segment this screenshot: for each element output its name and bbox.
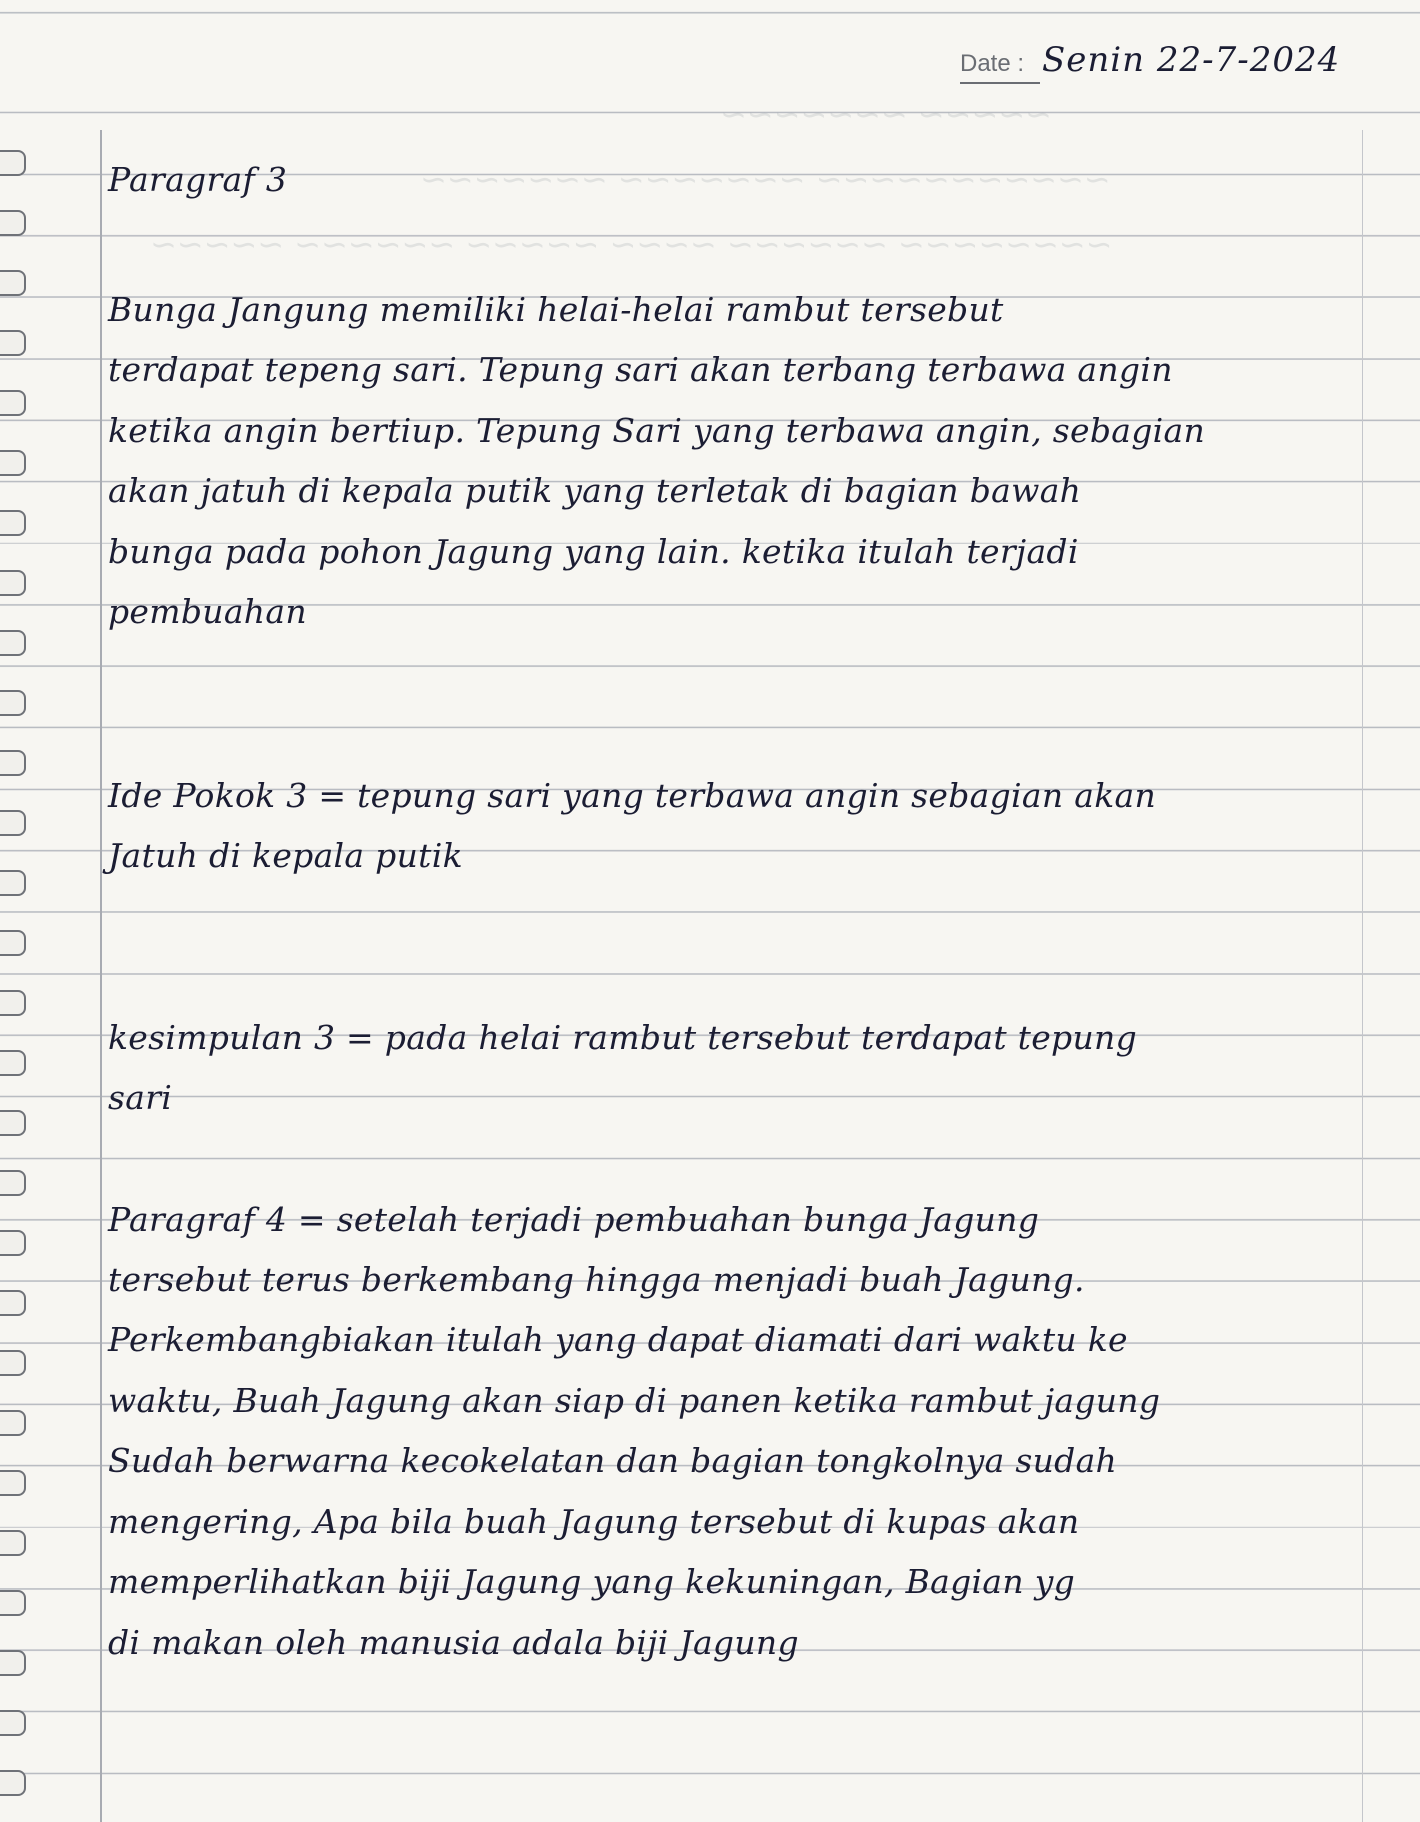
text-line: bunga pada pohon Jagung yang lain. ketika itulah terjadi [108, 532, 1079, 571]
text-line: ketika angin bertiup. Tepung Sari yang terbawa angin, sebagian [108, 411, 1206, 450]
binder-ring [0, 1470, 26, 1496]
paragraf-4-line: tersebut terus berkembang hingga menjadi buah Jagung. [108, 1260, 1085, 1299]
binder-ring [0, 210, 26, 236]
binder-ring [0, 1770, 26, 1796]
binder-ring [0, 1350, 26, 1376]
binder-ring [0, 930, 26, 956]
binder-ring [0, 990, 26, 1016]
date-underline [960, 82, 1040, 84]
binder-ring [0, 870, 26, 896]
paragraf-4-line: memperlihatkan biji Jagung yang kekuningan, Bagian yg [108, 1562, 1076, 1601]
binder-ring [0, 1110, 26, 1136]
binder-rings [0, 150, 30, 1810]
binder-ring [0, 1170, 26, 1196]
right-margin-line [1362, 130, 1363, 1822]
binder-ring [0, 450, 26, 476]
binder-ring [0, 690, 26, 716]
ide-pokok-line: Jatuh di kepala putik [108, 836, 463, 875]
binder-ring [0, 150, 26, 176]
paragraf-4-line: di makan oleh manusia adala biji Jagung [108, 1623, 799, 1662]
binder-ring [0, 630, 26, 656]
paragraf-4-line: mengering, Apa bila buah Jagung tersebut di kupas akan [108, 1502, 1080, 1541]
bleed-through-text: ~~~~~~~~ ~~~~~~ ~~~~ ~~~~~ ~~~~~~ ~~~~~ [150, 225, 1113, 263]
paragraf-4-line: Sudah berwarna kecokelatan dan bagian tongkolnya sudah [108, 1441, 1118, 1480]
text-line: terdapat tepeng sari. Tepung sari akan terbang terbawa angin [108, 350, 1173, 389]
date-header [960, 40, 1360, 90]
ide-pokok-line: Ide Pokok 3 = tepung sari yang terbawa angin sebagian akan [108, 776, 1157, 815]
paragraf-4-line: Perkembangbiakan itulah yang dapat diamati dari waktu ke [108, 1320, 1128, 1359]
binder-ring [0, 570, 26, 596]
date-label: Date : [960, 50, 1025, 77]
paragraf-4-line: waktu, Buah Jagung akan siap di panen ketika rambut jagung [108, 1381, 1161, 1420]
binder-ring [0, 1650, 26, 1676]
binder-ring [0, 1590, 26, 1616]
kesimpulan-line: kesimpulan 3 = pada helai rambut tersebut terdapat tepung [108, 1018, 1138, 1057]
binder-ring [0, 810, 26, 836]
text-line: pembuahan [108, 592, 307, 631]
paragraf-4-line: Paragraf 4 = setelah terjadi pembuahan bunga Jagung [108, 1200, 1040, 1239]
binder-ring [0, 750, 26, 776]
margin-line [100, 130, 102, 1822]
binder-ring [0, 1410, 26, 1436]
kesimpulan-line: sari [108, 1078, 173, 1117]
heading-paragraf-3: Paragraf 3 [108, 160, 288, 199]
binder-ring [0, 390, 26, 416]
text-line: Bunga Jangung memiliki helai-helai rambut tersebut [108, 290, 1004, 329]
binder-ring [0, 1710, 26, 1736]
binder-ring [0, 1230, 26, 1256]
binder-ring [0, 330, 26, 356]
binder-ring [0, 1050, 26, 1076]
binder-ring [0, 510, 26, 536]
date-value: Senin 22-7-2024 [1042, 40, 1341, 80]
binder-ring [0, 1530, 26, 1556]
bleed-through-text: ~~~~~ ~~~~~~~ [720, 95, 1052, 133]
binder-ring [0, 270, 26, 296]
binder-ring [0, 1290, 26, 1316]
bleed-through-text: ~~~~~~~~~~~ ~~~~~~~ ~~~~~~~ [420, 160, 1111, 198]
text-line: akan jatuh di kepala putik yang terletak di bagian bawah [108, 471, 1082, 510]
